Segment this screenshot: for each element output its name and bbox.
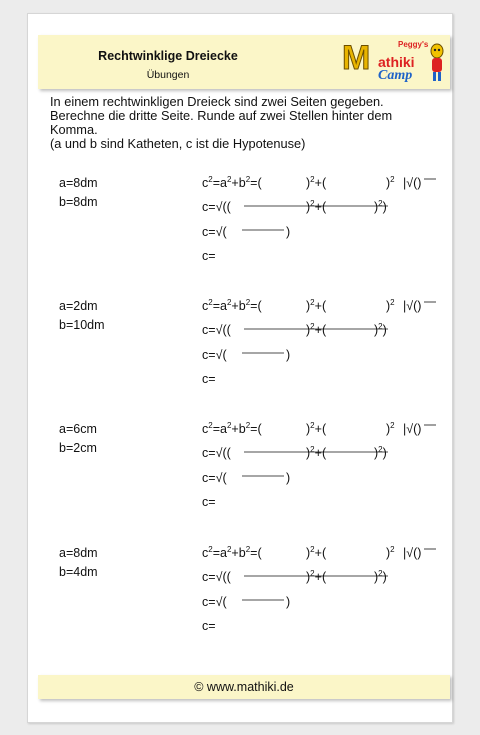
given-a: a=8dm: [59, 176, 98, 190]
formula-rules: [202, 299, 462, 379]
given-b: b=2cm: [59, 441, 97, 455]
worksheet-title: Rechtwinklige Dreiecke: [98, 49, 238, 63]
given-b: b=10dm: [59, 318, 105, 332]
footer-banner: [38, 675, 450, 699]
exercise-block: a=6cm b=2cm $c^2=a^2+b^2=$( )$^2$+( )$^2$ |√() c=√(( )$^2$+( )$^2$) c=√( ) c=: [28, 422, 452, 532]
logo-letter-m: M: [342, 39, 369, 77]
sqrt-operation: √(): [406, 546, 422, 560]
header-banner: [38, 35, 450, 89]
given-a: a=8dm: [59, 546, 98, 560]
given-b: b=8dm: [59, 195, 98, 209]
worksheet-page: [27, 13, 453, 723]
instruction-line: (a und b sind Katheten, c ist die Hypotenuse): [50, 136, 306, 151]
formula-rules: [202, 422, 462, 502]
given-a: a=6cm: [59, 422, 97, 436]
sqrt-operation: √(): [406, 176, 422, 190]
logo-camp: Camp: [378, 68, 413, 83]
exercise-block: a=8dm b=4dm $c^2=a^2+b^2=$( )$^2$+( )$^2$ |√() c=√(( )$^2$+( )$^2$) c=√( ) c=: [28, 546, 452, 656]
given-b: b=4dm: [59, 565, 98, 579]
formula-rules: [202, 546, 462, 626]
sqrt-operation: √(): [406, 299, 422, 313]
given-a: a=2dm: [59, 299, 98, 313]
formula-rules: [202, 176, 462, 256]
mathiki-camp-logo: [338, 37, 446, 87]
logo-peggy: Peggy's: [398, 40, 429, 49]
instructions: [50, 95, 445, 151]
instruction-line: In einem rechtwinkligen Dreieck sind zwei Seiten gegeben.: [50, 94, 384, 109]
exercise-block: a=8dm b=8dm $c^2=a^2+b^2=$( )$^2$+( )$^2$ |√() c=√(( )$^2$+( )$^2$) c=√( ) c=: [28, 176, 452, 286]
mascot-icon: [428, 41, 446, 85]
instruction-line: Berechne die dritte Seite. Runde auf zwei Stellen hinter dem: [50, 108, 393, 123]
footer-copyright: © www.mathiki.de: [194, 680, 294, 694]
instruction-line: Komma.: [50, 122, 98, 137]
worksheet-subtitle: Übungen: [146, 69, 190, 81]
exercise-block: a=2dm b=10dm $c^2=a^2+b^2=$( )$^2$+( )$^2$ |√() c=√(( )$^2$+( )$^2$) c=√( ) c=: [28, 299, 452, 409]
logo-athiki: athiki: [378, 54, 415, 70]
sqrt-operation: √(): [406, 422, 422, 436]
